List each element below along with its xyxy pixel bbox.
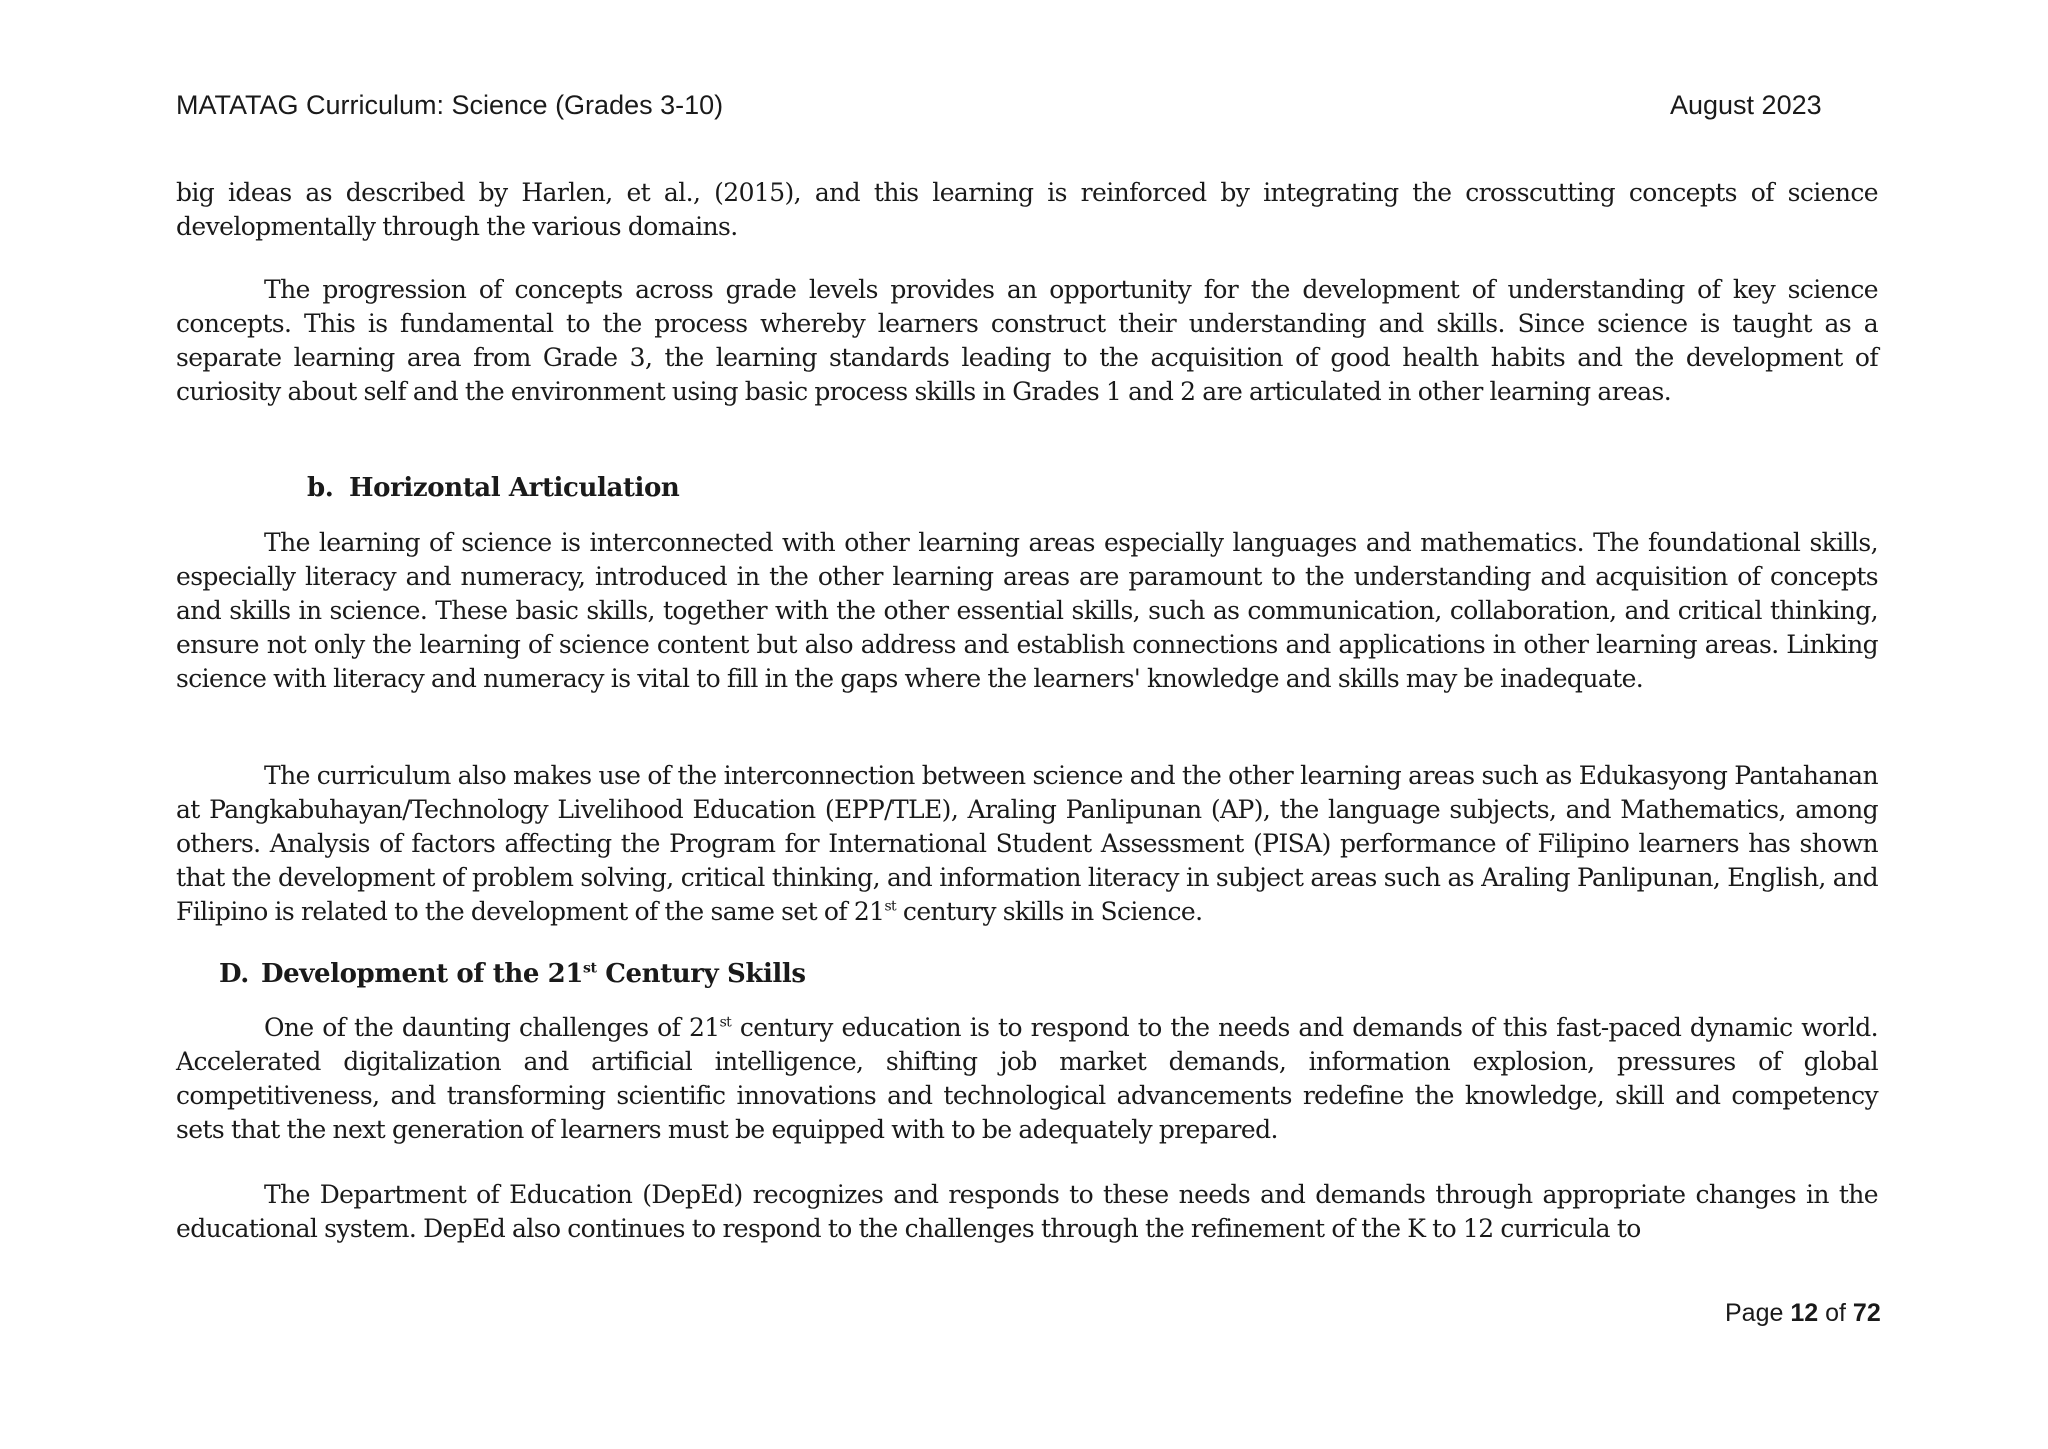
heading-21st-century-skills <box>219 957 806 991</box>
document-date: August 2023 <box>1670 90 1822 120</box>
paragraph-deped-response: The Department of Education (DepEd) recognizes and responds to these needs and demands through appropriate changes in the educational system. DepEd also continues to respond to the challenges through the refinement of the K to 12 curricula to <box>176 1180 1878 1243</box>
of-label: of <box>1825 1299 1846 1327</box>
paragraph-text: One of the daunting challenges of 21 <box>264 1013 720 1042</box>
heading-marker: D. <box>219 959 249 989</box>
superscript-st: st <box>719 1014 732 1031</box>
current-page-number: 12 <box>1790 1299 1819 1327</box>
paragraph-progression: The progression of concepts across grade levels provides an opportunity for the development of understanding of key science concepts. This is fundamental to the process whereby learners construct their understanding and skills. Since science is taught as a separate learning area from Grade 3, the learning standards leading to the acquisition of good health habits and the development of curiosity about self and the environment using basic process skills in Grades 1 and 2 are articulated in other learning areas. <box>176 275 1878 406</box>
page-label: Page <box>1725 1299 1784 1327</box>
heading-horizontal-articulation <box>307 471 679 505</box>
total-pages: 72 <box>1852 1299 1881 1327</box>
paragraph-interconnection: The learning of science is interconnected with other learning areas especially languages and mathematics. The foundational skills, especially literacy and numeracy, introduced in the other learning areas are paramount to the understanding and acquisition of concepts and skills in science. These basic skills, together with the other essential skills, such as communication, collaboration, and critical thinking, ensure not only the learning of science content but also address and establish connections and applications in other learning areas. Linking science with literacy and numeracy is vital to fill in the gaps where the learners' knowledge and skills may be inadequate. <box>176 528 1878 693</box>
paragraph-curriculum-interconnection <box>176 759 1878 929</box>
superscript-st: st <box>583 960 597 977</box>
paragraph-text-rest: century education is to respond to the needs and demands of this fast-paced dynamic world. Accelerated digitalization and artificial intelligence, shifting job market demands, information explosion, pressures of global competitiveness, and transforming scientific innovations and technological advancements redefine the knowledge, skill and competency sets that the next generation of learners must be equipped with to be adequately prepared. <box>176 1013 1878 1144</box>
heading-text: Horizontal Articulation <box>349 473 680 503</box>
paragraph-big-ideas: big ideas as described by Harlen, et al., (2015), and this learning is reinforced by integrating the crosscutting concepts of science developmentally through the various domains. <box>176 178 1878 241</box>
paragraph-text-tail: century skills in Science. <box>896 897 1203 926</box>
heading-marker: b. <box>307 473 334 503</box>
document-title: MATATAG Curriculum: Science (Grades 3-10) <box>176 90 724 120</box>
heading-text: Development of the 21 <box>261 959 584 989</box>
paragraph-daunting-challenges <box>176 1011 1878 1147</box>
paragraph-text: The curriculum also makes use of the interconnection between science and the other learning areas such as Edukasyong Pantahanan at Pangkabuhayan/Technology Livelihood Education (EPP/TLE), Araling Panlipunan (AP), the language subjects, and Mathematics, among others. Analysis of factors affecting the Program for International Student Assessment (PISA) performance of Filipino learners has shown that the development of problem solving, critical thinking, and information literacy in subject areas such as Araling Panlipunan, English, and Filipino is related to the development of the same set of 21 <box>176 761 1878 926</box>
heading-text-end: Century Skills <box>596 959 806 989</box>
superscript-st: st <box>884 898 897 915</box>
page-number-footer <box>1725 1297 1881 1329</box>
